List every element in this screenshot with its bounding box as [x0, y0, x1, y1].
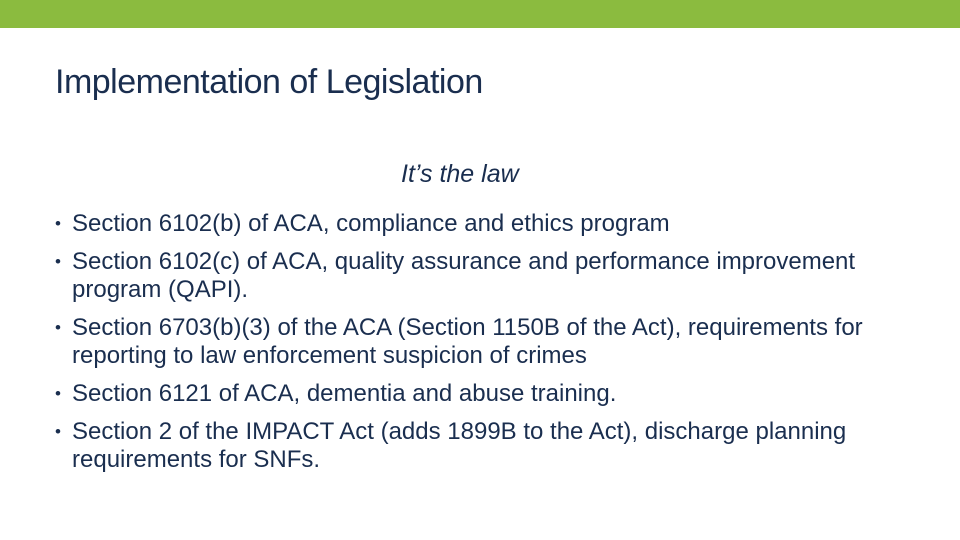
bullet-glyph: • [55, 252, 61, 271]
bullet-text: Section 2 of the IMPACT Act (adds 1899B to the Act), discharge planning requirements for SNFs. [72, 418, 847, 473]
bullet-glyph: • [55, 384, 61, 403]
bullet-text: Section 6703(b)(3) of the ACA (Section 1150B of the Act), requirements for reporting to law enforcement suspicion of crimes [72, 314, 863, 369]
top-accent-bar [0, 0, 960, 28]
bullet-text: Section 6121 of ACA, dementia and abuse training. [72, 380, 617, 407]
bullet-item [55, 210, 935, 238]
bullet-item [55, 314, 935, 370]
bullet-text: Section 6102(c) of ACA, quality assurance and performance improvement program (QAPI). [72, 248, 856, 303]
bullet-text: Section 6102(b) of ACA, compliance and ethics program [72, 210, 670, 237]
slide-title: Implementation of Legislation [55, 63, 483, 101]
slide-subtitle: It’s the law [401, 160, 519, 188]
bullet-list [55, 210, 935, 484]
bullet-item [55, 380, 935, 408]
bullet-glyph: • [55, 214, 61, 233]
bullet-glyph: • [55, 422, 61, 441]
bullet-item [55, 248, 935, 304]
bullet-glyph: • [55, 318, 61, 337]
bullet-item [55, 418, 935, 474]
